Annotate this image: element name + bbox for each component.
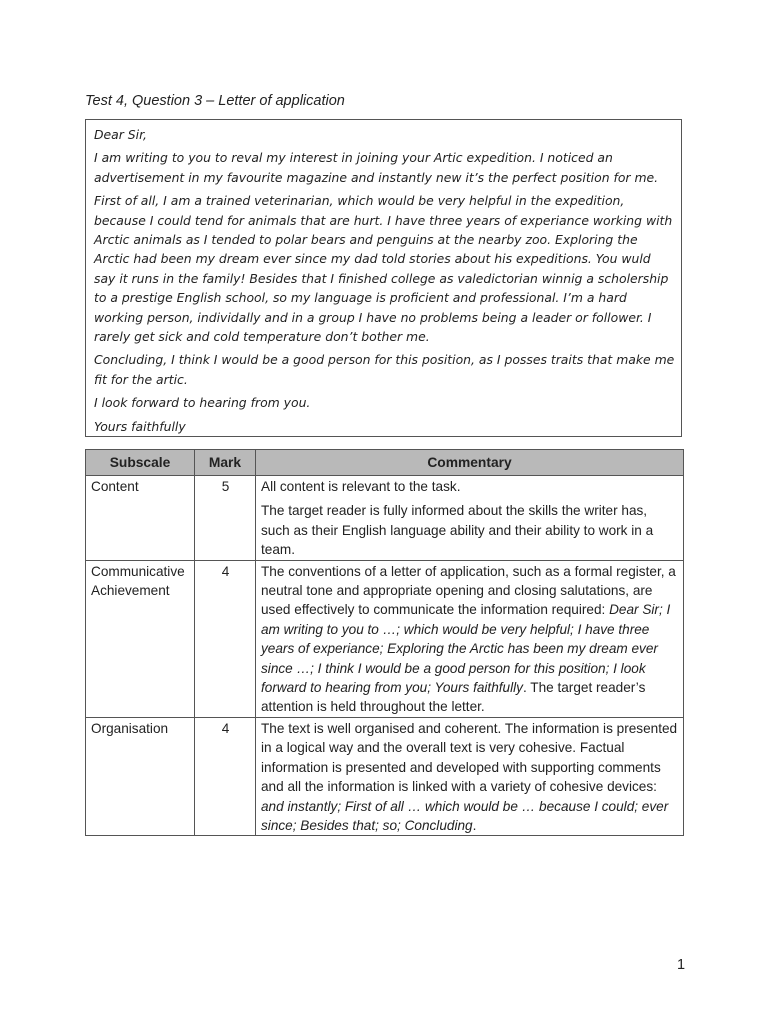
commentary-intro: The conventions of a letter of application, such as a formal register, a neutral tone and appropriate opening and closing salutations, are used effectively to communicate the information required: xyxy=(261,563,676,618)
letter-text-box xyxy=(85,119,682,437)
commentary-text xyxy=(261,719,679,835)
mark-cell: 4 xyxy=(195,560,256,717)
mark-cell: 5 xyxy=(195,476,256,561)
commentary-text: All content is relevant to the task. xyxy=(261,479,461,494)
subscale-cell: Organisation xyxy=(86,717,195,835)
letter-paragraph: Concluding, I think I would be a good person for this position, as I posses traits that make me fit for the artic. xyxy=(94,352,675,387)
commentary-text xyxy=(261,562,679,717)
header-mark: Mark xyxy=(195,450,256,476)
page-number: 1 xyxy=(677,957,686,973)
commentary-cell xyxy=(256,476,684,561)
header-subscale: Subscale xyxy=(86,450,195,476)
subscale-cell: Content xyxy=(86,476,195,561)
commentary-outro: . xyxy=(472,817,477,833)
commentary-intro: The text is well organised and coherent. The information is presented in a logical way and the overall text is very cohesive. Factual information is presented and developed with supporting comments and all the information is linked with a variety of cohesive devices: xyxy=(261,720,678,795)
header-commentary: Commentary xyxy=(256,450,684,476)
commentary-outro: . The target reader’s attention is held throughout the letter. xyxy=(261,680,646,715)
letter-salutation: Dear Sir, xyxy=(94,127,147,142)
letter-paragraph: I am writing to you to reval my interest in joining your Artic expedition. I noticed an advertisement in my favourite magazine and instantly new it’s the perfect position for me. xyxy=(94,150,659,185)
page-title: Test 4, Question 3 – Letter of application xyxy=(85,93,345,109)
table-row xyxy=(86,476,684,561)
commentary-cell xyxy=(256,560,684,717)
commentary-text: The target reader is fully informed about the skills the writer has, such as their English language ability and their ability to work in a team. xyxy=(261,503,654,558)
commentary-cell xyxy=(256,717,684,835)
letter-paragraph: I look forward to hearing from you. xyxy=(94,395,311,411)
commentary-examples: Dear Sir; I am writing to you to …; which would be very helpful; I have three years of experiance; Exploring the Arctic has been my dream ever since …; I think I would be a good person for this position; I look forward to hearing from you; Yours faithfully xyxy=(261,602,671,696)
commentary-examples: and instantly; First of all … which would be … because I could; ever since; Besides that; so; Concluding xyxy=(261,798,669,833)
letter-closing: Yours faithfully xyxy=(94,418,186,434)
table-row xyxy=(86,560,684,717)
subscale-cell: Communicative Achievement xyxy=(86,560,195,717)
mark-cell: 4 xyxy=(195,717,256,835)
table-header-row xyxy=(86,450,684,476)
table-row xyxy=(86,717,684,835)
letter-paragraph: First of all, I am a trained veterinarian, which would be very helpful in the expedition, because I could tend for animals that are hurt. I have three years of experiance working with Arctic animals as I tended to polar bears and penguins at the nearby zoo. Exploring the Arctic had been my dream ever since my dad told stories about his expeditions. You wuld say it runs in the family! Besides that I finished college as valedictorian winnig a scholership to a prestige English school, so my language is proficient and professional. I’m a hard working person, individally and in a group I have no problems being a leader or follower. I rarely get sick and cold temperature don’t bother me. xyxy=(94,193,673,345)
assessment-table xyxy=(85,449,684,836)
